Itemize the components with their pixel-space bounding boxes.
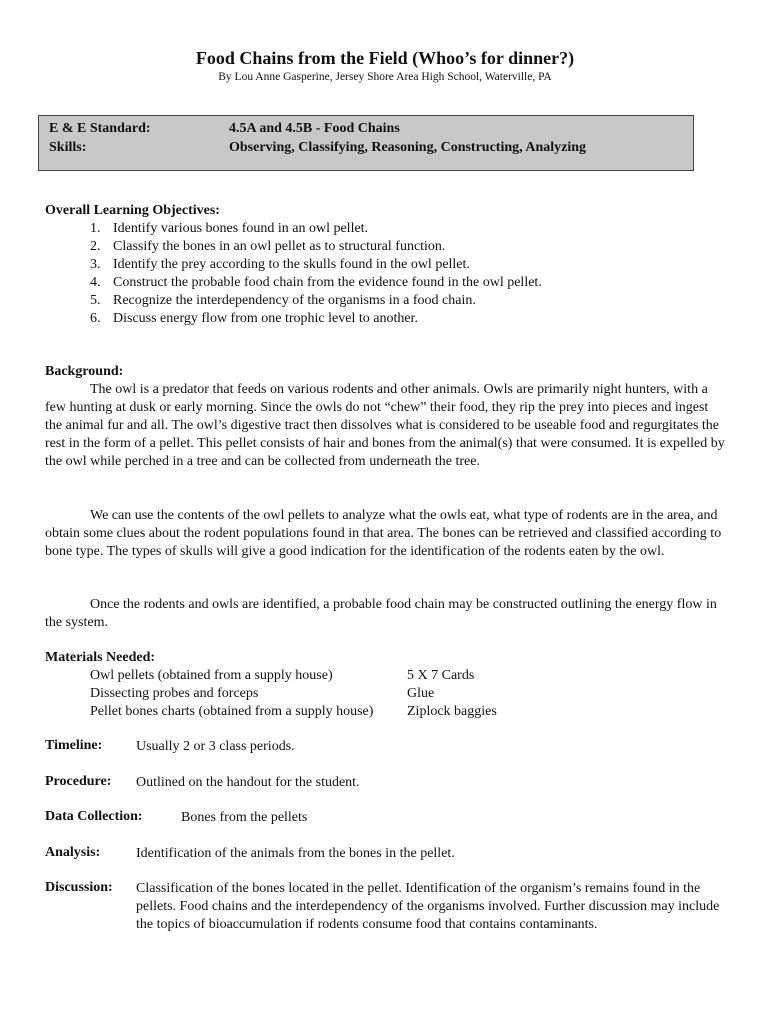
item-text: Identify various bones found in an owl pellet. bbox=[113, 221, 369, 236]
discussion-label: Discussion: bbox=[45, 880, 113, 895]
page-title: Food Chains from the Field (Whoo’s for dinner?) bbox=[195, 48, 575, 68]
data-collection-label: Data Collection: bbox=[45, 809, 143, 824]
skills-label: Skills: bbox=[49, 140, 87, 155]
procedure-label: Procedure: bbox=[45, 774, 112, 789]
background-paragraph-1: The owl is a predator that feeds on various rodents and other animals. Owls are primarily night hunters, with a few hunting at dusk or early morning. Since the owls do not “chew” their food, they rip the prey into pieces and ingest the animal fur and all. The owl’s digestive tract then dissolves what is considered to be useable food and regurgitates the rest in the form of a pellet. This pellet consists of hair and bones from the animal(s) that were consumed. It is expelled by the owl while perched in a tree and can be collected from underneath the tree. bbox=[45, 382, 725, 469]
list-item: Glue bbox=[407, 686, 435, 701]
timeline-text: Usually 2 or 3 class periods. bbox=[136, 739, 295, 754]
analysis-text: Identification of the animals from the bones in the pellet. bbox=[136, 846, 455, 861]
item-text: Construct the probable food chain from the evidence found in the owl pellet. bbox=[113, 275, 542, 290]
item-text: Discuss energy flow from one trophic level to another. bbox=[113, 311, 418, 326]
item-text: Classify the bones in an owl pellet as to structural function. bbox=[113, 239, 446, 254]
background-section bbox=[45, 363, 725, 471]
item-number: 2. bbox=[90, 239, 101, 254]
materials-section bbox=[45, 649, 155, 667]
item-number: 5. bbox=[90, 293, 101, 308]
objectives-section bbox=[45, 202, 735, 328]
list-item bbox=[45, 220, 735, 238]
list-item bbox=[45, 238, 735, 256]
list-item bbox=[45, 292, 735, 310]
list-item: Owl pellets (obtained from a supply house) bbox=[90, 668, 333, 683]
item-text: Identify the prey according to the skulls found in the owl pellet. bbox=[113, 257, 470, 272]
skills-value: Observing, Classifying, Reasoning, Constructing, Analyzing bbox=[229, 140, 587, 155]
list-item bbox=[45, 256, 735, 274]
standard-label: E & E Standard: bbox=[49, 121, 151, 136]
background-section-3 bbox=[45, 596, 725, 632]
background-section-2 bbox=[45, 507, 725, 561]
byline: By Lou Anne Gasperine, Jersey Shore Area High School, Waterville, PA bbox=[218, 71, 552, 83]
list-item bbox=[45, 274, 735, 292]
item-number: 3. bbox=[90, 257, 101, 272]
procedure-text: Outlined on the handout for the student. bbox=[136, 775, 360, 790]
objectives-heading: Overall Learning Objectives: bbox=[45, 203, 220, 218]
item-number: 6. bbox=[90, 311, 101, 326]
list-item: Ziplock baggies bbox=[407, 704, 497, 719]
materials-heading: Materials Needed: bbox=[45, 650, 156, 665]
item-number: 1. bbox=[90, 221, 101, 236]
background-heading: Background: bbox=[45, 364, 124, 379]
timeline-label: Timeline: bbox=[45, 738, 103, 753]
background-paragraph-2: We can use the contents of the owl pellets to analyze what the owls eat, what type of rodents are in the area, and obtain some clues about the rodent populations found in that area. The bones can be retrieved and classified according to bone type. The types of skulls will give a good indication for the identification of the rodents eaten by the owl. bbox=[45, 508, 722, 559]
data-collection-text: Bones from the pellets bbox=[181, 810, 308, 825]
objectives-list bbox=[45, 220, 735, 328]
list-item: Dissecting probes and forceps bbox=[90, 686, 259, 701]
list-item: Pellet bones charts (obtained from a supply house) bbox=[90, 704, 374, 719]
analysis-label: Analysis: bbox=[45, 845, 101, 860]
background-paragraph-3: Once the rodents and owls are identified, a probable food chain may be constructed outlining the energy flow in the system. bbox=[45, 597, 717, 630]
standard-box bbox=[38, 115, 694, 171]
materials-left-list bbox=[90, 667, 373, 721]
item-text: Recognize the interdependency of the organisms in a food chain. bbox=[113, 293, 476, 308]
materials-right-list bbox=[407, 667, 497, 721]
standard-value: 4.5A and 4.5B - Food Chains bbox=[229, 121, 400, 136]
list-item: 5 X 7 Cards bbox=[407, 668, 475, 683]
list-item bbox=[45, 310, 735, 328]
discussion-text: Classification of the bones located in the pellet. Identification of the organism’s remains found in the pellets. Food chains and the interdependency of the organisms involved. Further discussion may include the topics of bioaccumulation if rodents consume food that contains contaminants. bbox=[136, 881, 720, 932]
item-number: 4. bbox=[90, 275, 101, 290]
